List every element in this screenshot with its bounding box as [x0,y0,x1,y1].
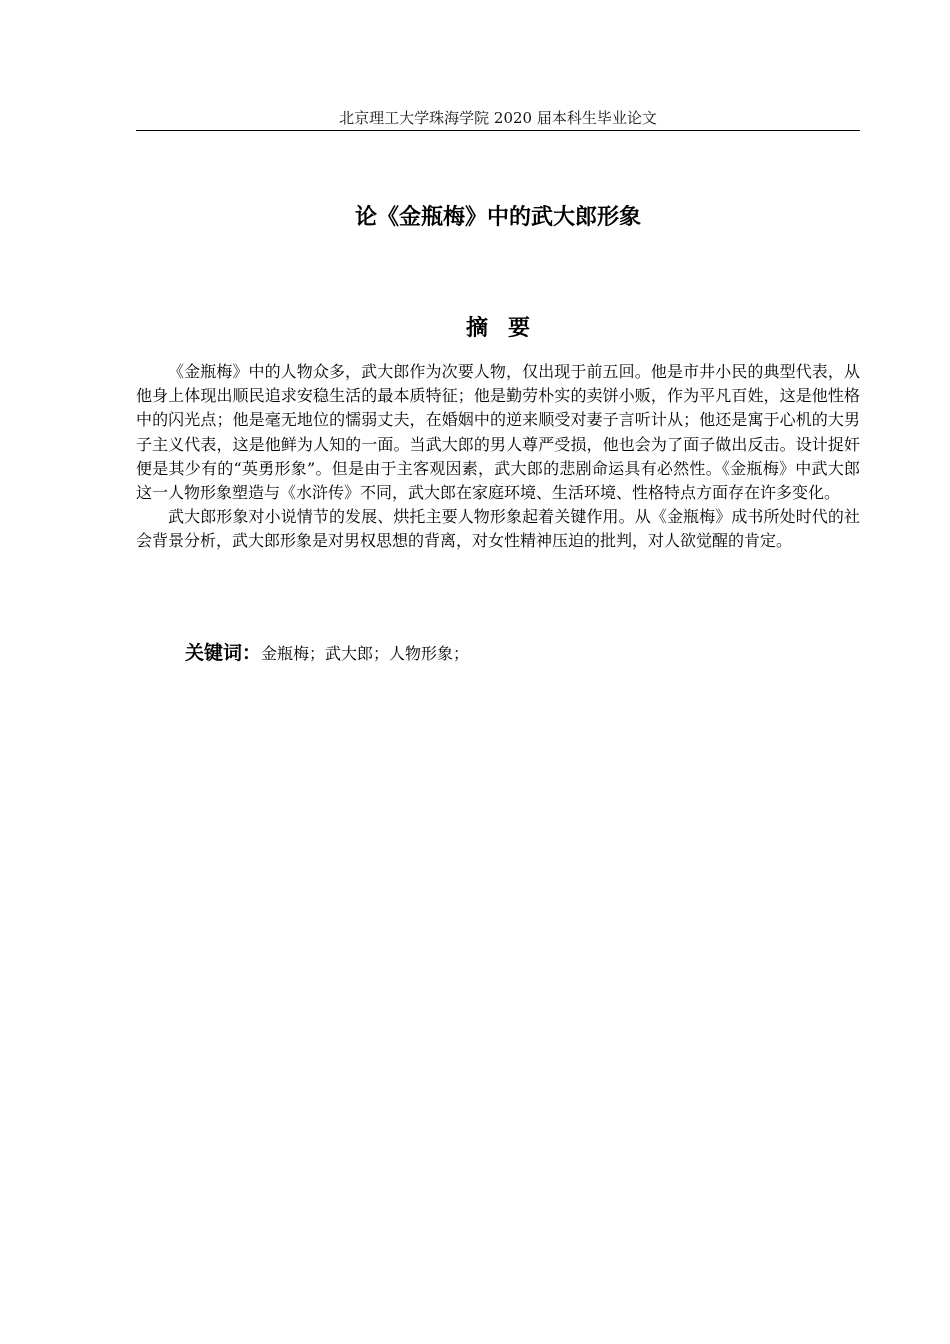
abstract-body [136,360,860,554]
abstract-heading: 摘要 [465,316,550,341]
abstract-paragraph-1: 《金瓶梅》中的人物众多，武大郎作为次要人物，仅出现于前五回。他是市井小民的典型代表，从他身上体现出顺民追求安稳生活的最本质特征；他是勤劳朴实的卖饼小贩，作为平凡百姓，这是他性格中的闪光点；他是毫无地位的懦弱丈夫，在婚姻中的逆来顺受对妻子言听计从；他还是寓于心机的大男子主义代表，这是他鲜为人知的一面。当武大郎的男人尊严受损，他也会为了面子做出反击。设计捉奸便是其少有的“英勇形象”。但是由于主客观因素，武大郎的悲剧命运具有必然性。《金瓶梅》中武大郎这一人物形象塑造与《水浒传》不同，武大郎在家庭环境、生活环境、性格特点方面存在许多变化。 [136,362,860,503]
document-title: 论《金瓶梅》中的武大郎形象 [354,205,641,230]
header-rule [136,130,860,131]
keywords-line [185,640,845,667]
abstract-paragraph-2: 武大郎形象对小说情节的发展、烘托主要人物形象起着关键作用。从《金瓶梅》成书所处时代的社会背景分析，武大郎形象是对男权思想的背离，对女性精神压迫的批判，对人欲觉醒的肯定。 [136,507,860,551]
keywords-text: 金瓶梅；武大郎；人物形象； [261,644,470,663]
running-header: 北京理工大学珠海学院 2020 届本科生毕业论文 [339,109,657,127]
keywords-label: 关键词： [185,642,262,664]
